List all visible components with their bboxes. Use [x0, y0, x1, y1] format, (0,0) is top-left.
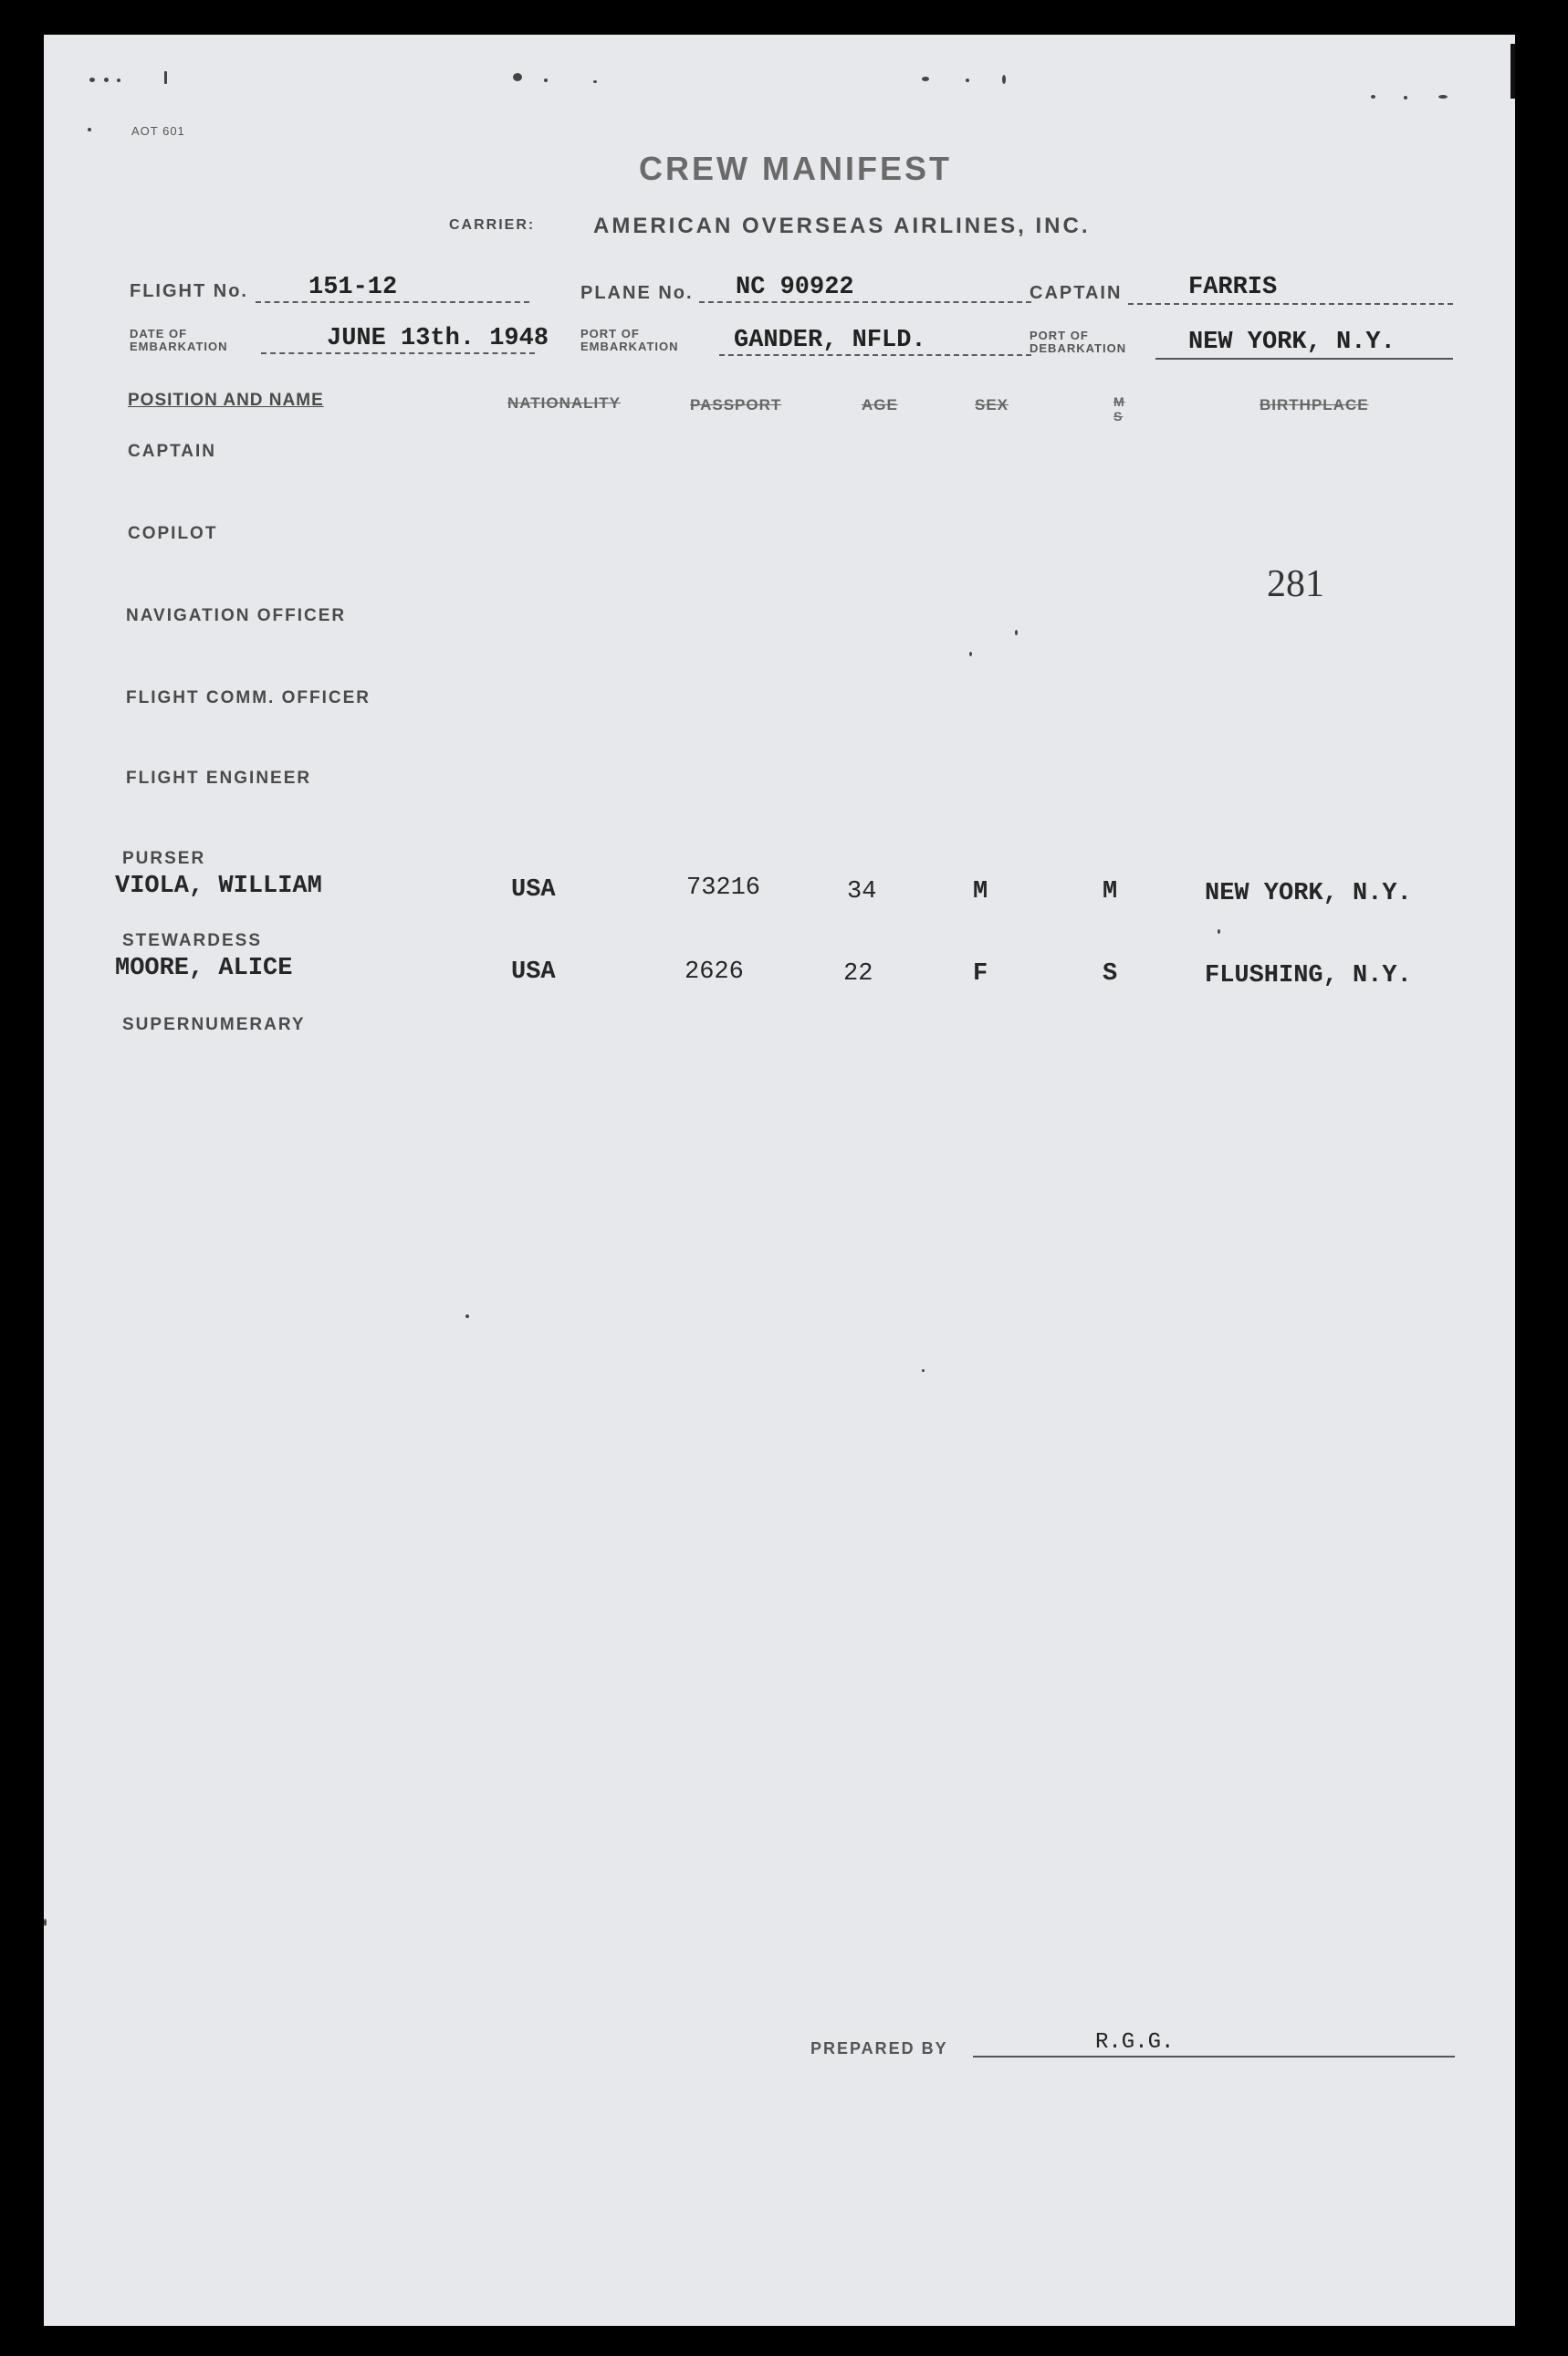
prepared-by-label: PREPARED BY — [810, 2039, 948, 2058]
ink-speck — [1404, 96, 1407, 99]
manifest-page — [44, 35, 1515, 2326]
position-supernumerary: SUPERNUMERARY — [122, 1015, 306, 1034]
date-label-top: DATE OF — [130, 327, 188, 340]
port-debarkation-label-bottom: DEBARKATION — [1030, 341, 1127, 355]
ink-speck — [465, 1314, 469, 1318]
crew-name: MOORE, ALICE — [115, 955, 293, 982]
col-sex: SEX — [975, 396, 1009, 414]
plane-no-label: PLANE No. — [580, 283, 694, 303]
flight-no-line — [256, 301, 529, 303]
crew-name: VIOLA, WILLIAM — [115, 873, 322, 900]
crew-age: 22 — [843, 960, 873, 988]
crew-age: 34 — [847, 878, 877, 906]
port-debarkation-label-top: PORT OF — [1030, 329, 1089, 342]
ink-speck — [117, 79, 120, 82]
port-embarkation-label-bottom: EMBARKATION — [580, 340, 679, 353]
port-embarkation-value: GANDER, NFLD. — [734, 327, 926, 354]
ink-speck — [922, 77, 929, 81]
col-marital-bottom: S — [1113, 409, 1124, 424]
flight-no-label: FLIGHT No. — [130, 281, 248, 301]
page-number-stamp: 281 — [1267, 563, 1324, 605]
ink-speck — [966, 79, 969, 82]
form-number: AOT 601 — [131, 124, 185, 138]
ink-speck — [1371, 95, 1375, 99]
carrier-label: CARRIER: — [449, 217, 536, 233]
ink-speck — [513, 73, 522, 81]
crew-marital: M — [1103, 878, 1118, 906]
crew-nationality: USA — [511, 876, 556, 904]
col-nationality: NATIONALITY — [507, 394, 622, 412]
ink-speck — [1438, 95, 1448, 99]
col-age: AGE — [862, 396, 898, 414]
crew-passport: 73216 — [686, 874, 761, 902]
crew-birthplace: NEW YORK, N.Y. — [1205, 880, 1412, 907]
port-embarkation-line — [719, 354, 1031, 356]
position-purser: PURSER — [122, 849, 206, 868]
crew-birthplace: FLUSHING, N.Y. — [1205, 962, 1412, 990]
prepared-by-line — [973, 2056, 1455, 2058]
page-edge-shadow — [1511, 44, 1515, 99]
crew-passport: 2626 — [685, 958, 744, 986]
ink-speck — [89, 78, 95, 82]
plane-no-value: NC 90922 — [736, 274, 854, 301]
ink-speck — [1218, 929, 1220, 934]
crew-sex: M — [973, 878, 988, 906]
crew-nationality: USA — [511, 958, 556, 986]
port-debarkation-line — [1155, 358, 1453, 360]
date-label-bottom: EMBARKATION — [130, 340, 228, 353]
position-copilot: COPILOT — [128, 524, 218, 543]
ink-speck — [88, 128, 91, 131]
position-flight-engineer: FLIGHT ENGINEER — [126, 769, 312, 788]
carrier-value: AMERICAN OVERSEAS AIRLINES, INC. — [593, 214, 1091, 238]
plane-no-line — [699, 301, 1031, 303]
captain-value: FARRIS — [1188, 274, 1278, 301]
col-passport: PASSPORT — [690, 396, 782, 414]
ink-speck — [544, 79, 548, 82]
col-birthplace: BIRTHPLACE — [1260, 396, 1369, 414]
position-flight-comm-officer: FLIGHT COMM. OFFICER — [126, 688, 371, 707]
ink-speck — [104, 78, 109, 82]
crew-marital: S — [1103, 960, 1118, 988]
ink-speck — [1015, 630, 1018, 635]
date-line — [261, 352, 535, 354]
page-title: CREW MANIFEST — [639, 150, 952, 187]
captain-label: CAPTAIN — [1030, 283, 1123, 303]
position-captain: CAPTAIN — [128, 442, 217, 461]
ink-speck — [164, 71, 167, 84]
captain-line — [1128, 303, 1453, 305]
ink-speck — [969, 652, 972, 656]
port-debarkation-value: NEW YORK, N.Y. — [1188, 329, 1396, 356]
port-embarkation-label-top: PORT OF — [580, 327, 640, 340]
ink-speck — [593, 80, 597, 83]
ink-speck — [922, 1369, 925, 1372]
position-stewardess: STEWARDESS — [122, 931, 263, 950]
crew-sex: F — [973, 960, 988, 988]
position-navigation-officer: NAVIGATION OFFICER — [126, 606, 347, 625]
ink-speck — [1002, 75, 1006, 84]
col-marital-top: M — [1113, 394, 1125, 409]
col-position-and-name: POSITION AND NAME — [128, 391, 324, 410]
embarkation-date-value: JUNE 13th. 1948 — [327, 325, 549, 352]
prepared-by-value: R.G.G. — [1095, 2030, 1175, 2055]
ink-speck — [44, 1919, 47, 1926]
flight-no-value: 151-12 — [308, 274, 398, 301]
